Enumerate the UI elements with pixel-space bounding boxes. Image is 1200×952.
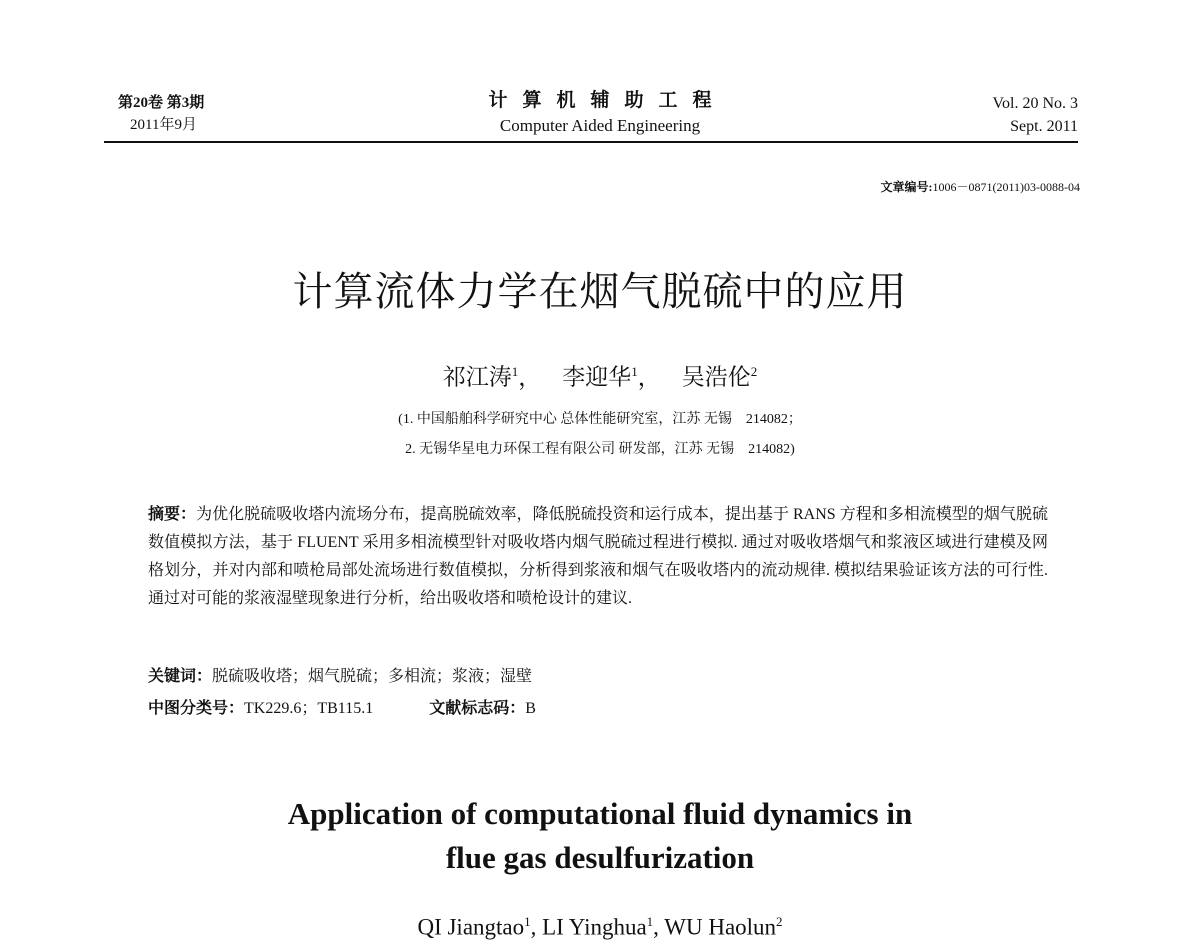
doc-code-label: 文献标志码：: [429, 698, 526, 717]
article-number: [880, 178, 1080, 195]
author-affil-mark: 2: [776, 914, 783, 929]
author-separator: ,: [530, 914, 543, 940]
clc-value: TK229.6；TB115.1: [244, 700, 374, 717]
article-number-label: 文章编号:: [880, 180, 933, 194]
doc-code-value: B: [525, 700, 536, 717]
author-affil-mark: 1: [646, 914, 654, 929]
volume-en: Vol. 20 No. 3: [992, 95, 1078, 112]
author-separator: ，: [637, 364, 661, 390]
keywords: [148, 664, 532, 689]
author-affil-mark: 1: [524, 914, 531, 929]
author-affil-mark: 2: [750, 364, 758, 379]
title-cn: 计算流体力学在烟气脱硫中的应用: [292, 269, 908, 314]
journal-date-cn: 2011年9月: [130, 117, 197, 133]
journal-volume-cn: 第20卷 第3期: [118, 95, 205, 111]
journal-name-en: Computer Aided Engineering: [499, 116, 701, 135]
affiliation-1: (1. 中国船舶科学研究中心 总体性能研究室，江苏 无锡 214082；: [398, 412, 802, 427]
author-cn: 祁江涛: [442, 364, 512, 390]
header-right: [878, 92, 1078, 138]
authors-cn: [0, 356, 1200, 394]
abstract-label: 摘要：: [148, 504, 197, 523]
title-en-line-1: Application of computational fluid dynamics in: [287, 796, 913, 831]
author-en: LI Yinghua: [542, 914, 647, 940]
author-affil-mark: 1: [511, 364, 519, 379]
author-affil-mark: 1: [631, 364, 638, 379]
header-rule: [104, 141, 1078, 143]
clc-label: 中图分类号：: [148, 698, 245, 717]
author-en: QI Jiangtao: [417, 914, 525, 940]
title-en-line-2: flue gas desulfurization: [445, 840, 755, 875]
abstract: [148, 500, 1048, 613]
affiliation-2: 2. 无锡华星电力环保工程有限公司 研发部，江苏 无锡 214082): [405, 442, 795, 457]
header-left: [118, 92, 318, 136]
author-separator: ,: [653, 914, 665, 940]
author-cn: 李迎华: [562, 364, 632, 390]
author-en: WU Haolun: [664, 914, 777, 940]
keywords-label: 关键词：: [148, 666, 213, 685]
header-center: [420, 88, 780, 138]
date-en: Sept. 2011: [1010, 118, 1078, 135]
journal-name-cn: 计算机辅助工程: [488, 90, 727, 111]
abstract-text: 为优化脱硫吸收塔内流场分布，提高脱硫效率，降低脱硫投资和运行成本，提出基于 RANS 方程和多相流模型的烟气脱硫数值模拟方法，基于 FLUENT 采用多相流模型针对吸收塔内烟气脱硫过程进行模拟. 通过对吸收塔烟气和浆液区域进行建模及网格划分，并对内部和喷枪局部处流场进行数值模拟，分析得到浆液和烟气在吸收塔内的流动规律. 模拟结果验证该方法的可行性. 通过对可能的浆液湿壁现象进行分析，给出吸收塔和喷枪设计的建议.: [148, 506, 1048, 607]
author-separator: ，: [518, 364, 542, 390]
article-number-value: 1006－0871(2011)03-0088-04: [932, 180, 1080, 194]
authors-en: [0, 906, 1200, 944]
classification-line: [148, 696, 536, 721]
title-en: [0, 792, 1200, 880]
keywords-text: 脱硫吸收塔；烟气脱硫；多相流；浆液；湿壁: [212, 668, 533, 685]
author-cn: 吴浩伦: [681, 364, 751, 390]
